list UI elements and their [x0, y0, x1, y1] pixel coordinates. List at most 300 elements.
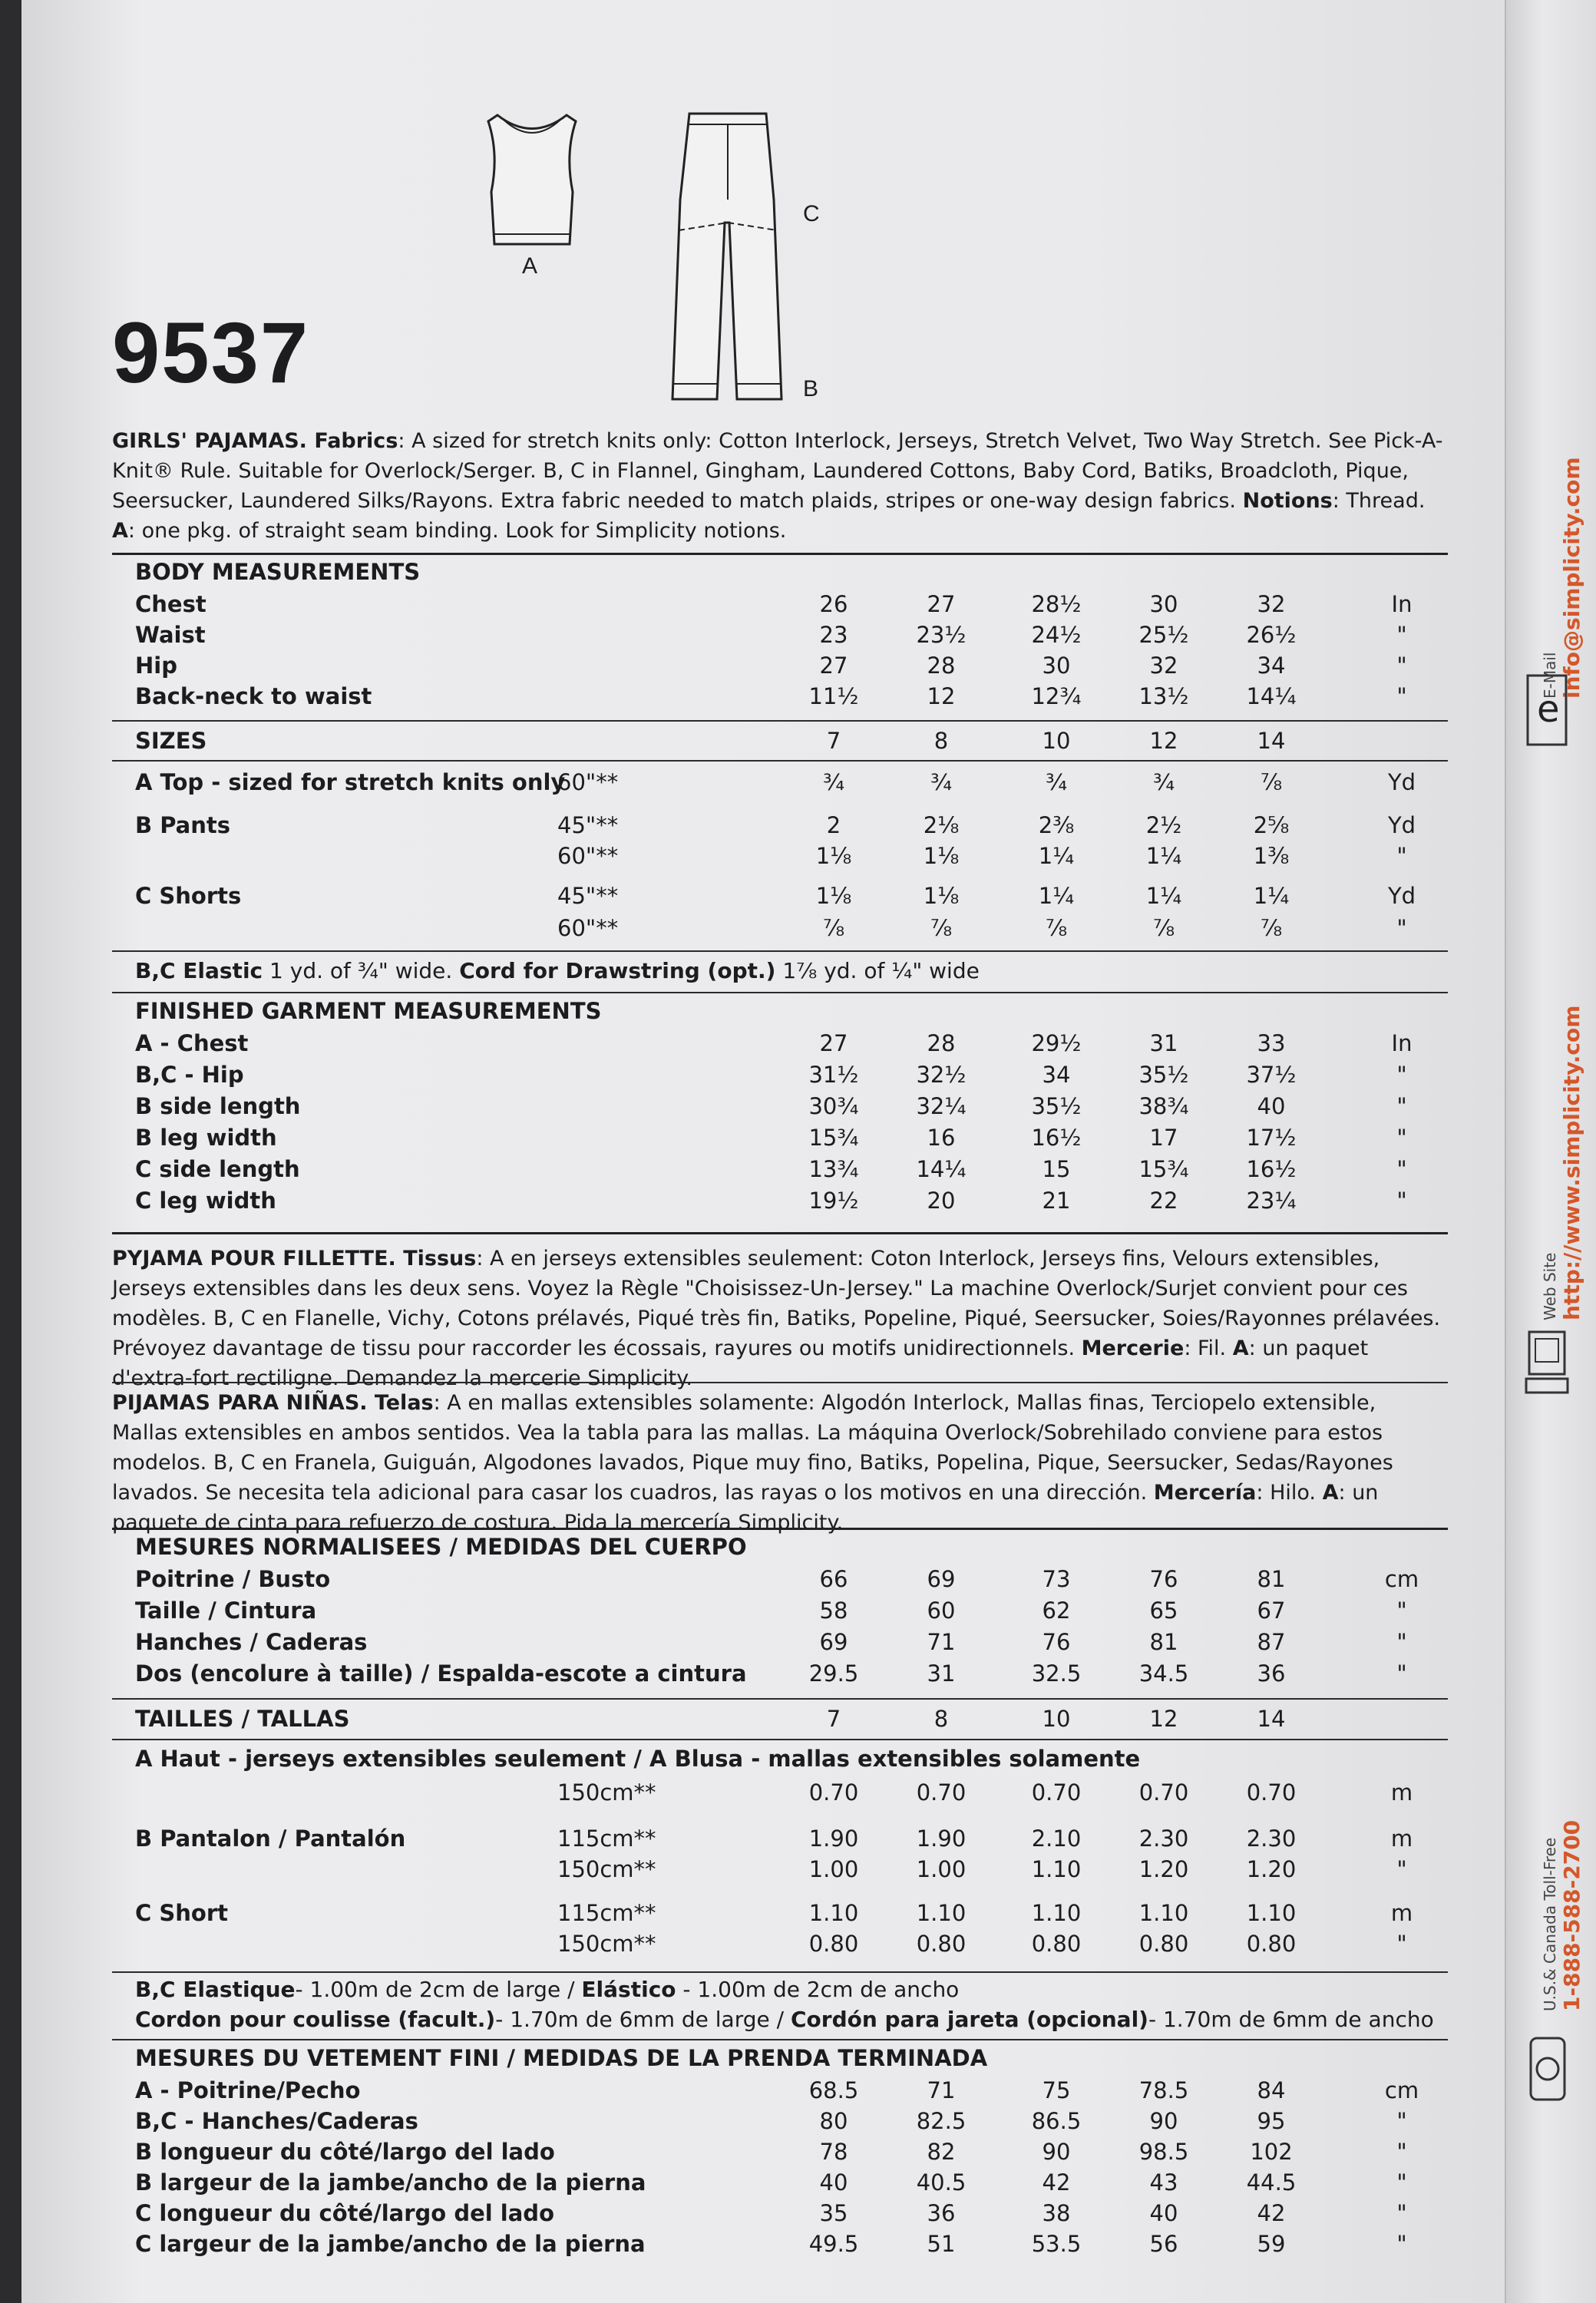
cell-value: 49.5: [808, 2231, 859, 2257]
table-row: [112, 1598, 1463, 1628]
row-label: Waist: [135, 622, 206, 648]
row-label: Hip: [135, 653, 177, 679]
cell-value: 1⅜: [1253, 843, 1290, 869]
cell-value: 69: [819, 1629, 848, 1655]
cell-value: 17: [1149, 1125, 1178, 1151]
view-c-label: C: [803, 201, 820, 226]
cell-value: 31½: [808, 1062, 859, 1088]
cell-value: 2.10: [1031, 1826, 1082, 1852]
unit-label: m: [1390, 1826, 1413, 1852]
computer-icon: [1520, 1320, 1574, 1405]
cell-value: ¾: [822, 769, 845, 795]
row-label: A Top - sized for stretch knits only: [135, 769, 566, 795]
cell-value: 25½: [1138, 622, 1189, 648]
divider: [112, 1528, 1448, 1530]
cell-value: 22: [1149, 1188, 1178, 1214]
size-value: 14: [1257, 728, 1286, 754]
unit-label: cm: [1384, 2077, 1419, 2103]
cell-value: 95: [1257, 2108, 1286, 2134]
cell-value: 2.30: [1246, 1826, 1297, 1852]
size-value: 12: [1149, 1706, 1178, 1732]
divider: [112, 1971, 1448, 1973]
sizes-metric-title: TAILLES / TALLAS: [135, 1706, 350, 1732]
table-row: [112, 1188, 1463, 1218]
cell-value: 21: [1042, 1188, 1071, 1214]
cell-value: 1¼: [1145, 883, 1182, 909]
cell-value: 30¾: [808, 1093, 859, 1119]
description-en-a-label: A: [112, 519, 128, 543]
cell-value: 19½: [808, 1188, 859, 1214]
cell-value: 58: [819, 1598, 848, 1624]
cordon-jareta-label: Cordón para jareta (opcional): [790, 2007, 1148, 2032]
table-row: [112, 683, 1463, 714]
cell-value: 30: [1149, 591, 1178, 617]
cell-value: ⅞: [1045, 915, 1068, 941]
cell-value: ¾: [1152, 769, 1175, 795]
cell-value: 1⅛: [815, 843, 852, 869]
cell-value: 1.90: [916, 1826, 967, 1852]
cell-value: 0.70: [808, 1779, 859, 1806]
cell-value: 2½: [1145, 812, 1182, 838]
table-row: [112, 622, 1463, 653]
unit-label: ": [1396, 1188, 1407, 1214]
elastico-text: - 1.00m de 2cm de ancho: [676, 1977, 960, 2002]
cell-value: 53.5: [1031, 2231, 1082, 2257]
metric-a-title: A Haut - jerseys extensibles seulement / A Blusa - mallas extensibles solamente: [135, 1746, 1141, 1772]
table-row: [112, 1900, 1463, 1931]
phone-number[interactable]: 1-888-588-2700: [1559, 1819, 1584, 2011]
divider: [112, 1232, 1448, 1234]
description-es-text-1: : A en mallas extensibles solamente: Algodón Interlock, Mallas finas, Terciopelo extensible, Mallas extensibles en ambos sentidos. Vea la tabla para las mallas. La máquina Overlock/Sobrehilado conviene para estos modelos. B, C en Franela, Guiguán, Algodones lavados, Pique muy fino, Batiks, Popelina, Pique, Seersucker, Sedas/Rayones lavados. Se necesita tela adicional para casar los cuadros, las rayas o los motivos en una dirección.: [112, 1391, 1393, 1505]
cell-value: 33: [1257, 1030, 1286, 1056]
cell-value: 15¾: [808, 1125, 859, 1151]
cell-value: 27: [819, 653, 848, 679]
size-value: 14: [1257, 1706, 1286, 1732]
size-value: 10: [1042, 1706, 1071, 1732]
description-spanish: [112, 1388, 1448, 1538]
table-row: [112, 769, 1463, 800]
cell-value: 24½: [1031, 622, 1082, 648]
cell-value: 28: [927, 1030, 956, 1056]
sizes-metric-row: [112, 1706, 1463, 1736]
description-fr-heading: PYJAMA POUR FILLETTE. Tissus: [112, 1247, 477, 1270]
unit-label: ": [1396, 1125, 1407, 1151]
unit-label: m: [1390, 1779, 1413, 1806]
pattern-envelope-back: [21, 0, 1526, 2303]
unit-label: In: [1391, 1030, 1413, 1056]
cell-value: 1.90: [808, 1826, 859, 1852]
table-row: [112, 2139, 1463, 2169]
pattern-number: 9537: [112, 305, 310, 401]
cell-value: 32¼: [916, 1093, 967, 1119]
cell-value: 81: [1257, 1566, 1286, 1592]
unit-label: In: [1391, 591, 1413, 617]
cell-value: 51: [927, 2231, 956, 2257]
cell-value: 1.10: [1138, 1900, 1189, 1926]
cell-value: 38¾: [1138, 1093, 1189, 1119]
unit-label: ": [1396, 653, 1407, 679]
cell-value: 16½: [1246, 1156, 1297, 1182]
cell-value: 68.5: [808, 2077, 859, 2103]
description-en-heading: GIRLS' PAJAMAS. Fabrics: [112, 429, 398, 453]
fabric-width: 115cm**: [557, 1900, 656, 1926]
cell-value: 32½: [916, 1062, 967, 1088]
table-row: [112, 1779, 1463, 1810]
divider: [112, 760, 1448, 762]
cell-value: 1⅛: [923, 883, 960, 909]
unit-label: ": [1396, 1062, 1407, 1088]
cell-value: 84: [1257, 2077, 1286, 2103]
table-row: [112, 2108, 1463, 2139]
cell-value: 1.10: [808, 1900, 859, 1926]
description-es-a-label: A: [1322, 1481, 1339, 1505]
elastic-line-english: [135, 958, 980, 983]
cell-value: 1.10: [1031, 1856, 1082, 1882]
metric-a-title-row: [112, 1746, 1463, 1776]
unit-label: ": [1396, 2231, 1407, 2257]
cell-value: ⅞: [1260, 769, 1283, 795]
cell-value: 78: [819, 2139, 848, 2165]
description-en-notions-label: Notions: [1242, 489, 1333, 513]
table-row: [112, 2169, 1463, 2200]
row-label: C Short: [135, 1900, 228, 1926]
cell-value: 80: [819, 2108, 848, 2134]
cell-value: 44.5: [1246, 2169, 1297, 2196]
cell-value: 35½: [1138, 1062, 1189, 1088]
unit-label: ": [1396, 843, 1407, 869]
unit-label: ": [1396, 622, 1407, 648]
description-es-text-3: : un paquete de cinta para refuerzo de costura. Pida la mercería Simplicity.: [112, 1481, 1379, 1535]
telephone-icon: [1517, 2027, 1578, 2111]
row-label: C largeur de la jambe/ancho de la pierna: [135, 2231, 646, 2257]
cell-value: 40: [1149, 2200, 1178, 2226]
description-en-text-2: : Thread.: [1332, 489, 1426, 513]
cell-value: 66: [819, 1566, 848, 1592]
view-a-top-drawing: [474, 107, 590, 253]
cell-value: 30: [1042, 653, 1071, 679]
divider: [112, 553, 1448, 555]
row-label: B leg width: [135, 1125, 277, 1151]
cell-value: ¾: [1045, 769, 1068, 795]
cell-value: 13½: [1138, 683, 1189, 709]
table-row: [112, 1093, 1463, 1124]
cell-value: 0.80: [808, 1931, 859, 1957]
cell-value: 14¼: [916, 1156, 967, 1182]
cell-value: 90: [1042, 2139, 1071, 2165]
cell-value: 82.5: [916, 2108, 967, 2134]
cell-value: ⅞: [930, 915, 953, 941]
cell-value: 32.5: [1031, 1660, 1082, 1687]
table-row: [112, 1629, 1463, 1660]
cell-value: 1.10: [1031, 1900, 1082, 1926]
description-es-merceria-label: Mercería: [1153, 1481, 1257, 1505]
cell-value: 29½: [1031, 1030, 1082, 1056]
cord-line-metric: [135, 2007, 1434, 2032]
table-row: [112, 843, 1463, 874]
cell-value: 1.10: [1246, 1900, 1297, 1926]
cell-value: ⅞: [1152, 915, 1175, 941]
finished-en-title: FINISHED GARMENT MEASUREMENTS: [135, 998, 602, 1024]
cell-value: 23½: [916, 622, 967, 648]
table-row: [112, 2200, 1463, 2231]
cell-value: 15: [1042, 1156, 1071, 1182]
cell-value: 1.10: [916, 1900, 967, 1926]
unit-label: ": [1396, 2169, 1407, 2196]
body-metric-title: MESURES NORMALISEES / MEDIDAS DEL CUERPO: [135, 1534, 747, 1560]
cordon-jareta-text: - 1.70m de 6mm de ancho: [1148, 2007, 1434, 2032]
svg-text:e: e: [1537, 688, 1560, 731]
cell-value: 40: [819, 2169, 848, 2196]
table-row: [112, 591, 1463, 622]
cell-value: 34: [1257, 653, 1286, 679]
cell-value: 67: [1257, 1598, 1286, 1624]
cell-value: 0.70: [1246, 1779, 1297, 1806]
cell-value: 12: [927, 683, 956, 709]
cordon-text: - 1.70m de 6mm de large /: [495, 2007, 791, 2032]
cell-value: 37½: [1246, 1062, 1297, 1088]
cell-value: ¾: [930, 769, 953, 795]
cell-value: 40.5: [916, 2169, 967, 2196]
cell-value: 43: [1149, 2169, 1178, 2196]
row-label: B Pants: [135, 812, 231, 838]
cell-value: 1⅛: [815, 883, 852, 909]
table-row: [112, 812, 1463, 843]
size-value: 8: [933, 1706, 949, 1732]
unit-label: Yd: [1387, 883, 1416, 909]
fabric-width: 150cm**: [557, 1779, 656, 1806]
row-label: B Pantalon / Pantalón: [135, 1826, 406, 1852]
cell-value: 1.20: [1246, 1856, 1297, 1882]
description-french: [112, 1244, 1448, 1393]
cell-value: 12¾: [1031, 683, 1082, 709]
table-row: [112, 2077, 1463, 2108]
row-label: Hanches / Caderas: [135, 1629, 368, 1655]
cell-value: ⅞: [1260, 915, 1283, 941]
table-row: [112, 1156, 1463, 1187]
row-label: A - Poitrine/Pecho: [135, 2077, 361, 2103]
finished-metric-title: MESURES DU VETEMENT FINI / MEDIDAS DE LA PRENDA TERMINADA: [135, 2045, 988, 2071]
unit-label: ": [1396, 1156, 1407, 1182]
website-url[interactable]: http://www.simplicity.com: [1559, 1005, 1584, 1320]
cell-value: 102: [1250, 2139, 1293, 2165]
cord-en-label: Cord for Drawstring (opt.): [459, 958, 776, 983]
view-a-label: A: [522, 253, 538, 279]
cell-value: 31: [1149, 1030, 1178, 1056]
sizes-row: [112, 728, 1463, 758]
row-label: C longueur du côté/largo del lado: [135, 2200, 554, 2226]
cell-value: 35½: [1031, 1093, 1082, 1119]
table-row: [112, 1125, 1463, 1155]
unit-label: ": [1396, 1093, 1407, 1119]
cell-value: 87: [1257, 1629, 1286, 1655]
cell-value: 11½: [808, 683, 859, 709]
divider: [112, 720, 1448, 722]
elastico-label: Elástico: [581, 1977, 676, 2002]
unit-label: m: [1390, 1900, 1413, 1926]
description-en-text-3: : one pkg. of straight seam binding. Look for Simplicity notions.: [127, 519, 787, 543]
cell-value: 35: [819, 2200, 848, 2226]
cell-value: 56: [1149, 2231, 1178, 2257]
table-row: [112, 2231, 1463, 2262]
unit-label: ": [1396, 2139, 1407, 2165]
table-row: [112, 653, 1463, 683]
divider: [112, 1739, 1448, 1740]
email-label: E-Mail: [1541, 652, 1559, 699]
table-row: [112, 1566, 1463, 1597]
cell-value: 36: [1257, 1660, 1286, 1687]
cell-value: 1¼: [1038, 843, 1075, 869]
cell-value: 32: [1257, 591, 1286, 617]
email-icon: [1520, 668, 1574, 752]
row-label: C Shorts: [135, 883, 242, 909]
size-value: 7: [826, 1706, 841, 1732]
cell-value: 2.30: [1138, 1826, 1189, 1852]
description-fr-text-3: : un paquet d'extra-fort rectiligne. Demandez la mercerie Simplicity.: [112, 1337, 1369, 1390]
cell-value: 28: [927, 653, 956, 679]
divider: [112, 2039, 1448, 2040]
table-row: [112, 1030, 1463, 1061]
cell-value: 42: [1257, 2200, 1286, 2226]
cell-value: 34.5: [1138, 1660, 1189, 1687]
cell-value: 0.70: [916, 1779, 967, 1806]
table-row: [112, 1062, 1463, 1092]
fabric-width: 60"**: [557, 769, 619, 795]
cell-value: 60: [927, 1598, 956, 1624]
cell-value: 0.70: [1031, 1779, 1082, 1806]
unit-label: ": [1396, 1856, 1407, 1882]
cell-value: 36: [927, 2200, 956, 2226]
cell-value: ⅞: [822, 915, 845, 941]
cell-value: 32: [1149, 653, 1178, 679]
row-label: Chest: [135, 591, 207, 617]
cell-value: 69: [927, 1566, 956, 1592]
view-b-c-pants-drawing: [666, 107, 789, 407]
description-fr-mercerie-label: Mercerie: [1081, 1337, 1185, 1360]
cordon-label: Cordon pour coulisse (facult.): [135, 2007, 496, 2032]
cell-value: 82: [927, 2139, 956, 2165]
elastic-metric-label: B,C Elastique: [135, 1977, 296, 2002]
cell-value: 78.5: [1138, 2077, 1189, 2103]
row-label: Poitrine / Busto: [135, 1566, 331, 1592]
cell-value: 0.80: [916, 1931, 967, 1957]
table-row: [112, 883, 1463, 914]
cell-value: 75: [1042, 2077, 1071, 2103]
cell-value: 59: [1257, 2231, 1286, 2257]
cell-value: 76: [1042, 1629, 1071, 1655]
cell-value: 23¼: [1246, 1188, 1297, 1214]
cell-value: 1¼: [1038, 883, 1075, 909]
cell-value: 34: [1042, 1062, 1071, 1088]
view-b-label: B: [803, 376, 819, 401]
body-measurements-title: BODY MEASUREMENTS: [135, 559, 421, 585]
row-label: Back-neck to waist: [135, 683, 372, 709]
cell-value: 0.80: [1031, 1931, 1082, 1957]
description-es-heading: PIJAMAS PARA NIÑAS. Telas: [112, 1391, 434, 1415]
cell-value: 1.00: [916, 1856, 967, 1882]
cell-value: 13¾: [808, 1156, 859, 1182]
cell-value: 2⅜: [1038, 812, 1075, 838]
cell-value: 2⅛: [923, 812, 960, 838]
cell-value: 0.80: [1138, 1931, 1189, 1957]
cell-value: 0.70: [1138, 1779, 1189, 1806]
row-label: Dos (encolure à taille) / Espalda-escote a cintura: [135, 1660, 747, 1687]
description-fr-text-2: : Fil.: [1184, 1337, 1233, 1360]
cell-value: 23: [819, 622, 848, 648]
cell-value: 76: [1149, 1566, 1178, 1592]
cell-value: 20: [927, 1188, 956, 1214]
unit-label: ": [1396, 1660, 1407, 1687]
email-address[interactable]: info@simplicity.com: [1559, 457, 1584, 699]
unit-label: ": [1396, 2200, 1407, 2226]
fabric-width: 150cm**: [557, 1856, 656, 1882]
elastic-en-label: B,C Elastic: [135, 958, 263, 983]
fabric-width: 150cm**: [557, 1931, 656, 1957]
unit-label: ": [1396, 1931, 1407, 1957]
cell-value: 71: [927, 2077, 956, 2103]
row-label: A - Chest: [135, 1030, 249, 1056]
cord-en-text: 1⅞ yd. of ¼" wide: [775, 958, 980, 983]
elastic-en-text: 1 yd. of ¾" wide.: [263, 958, 460, 983]
fabric-width: 115cm**: [557, 1826, 656, 1852]
cell-value: 42: [1042, 2169, 1071, 2196]
description-fr-text-1: : A en jerseys extensibles seulement: Coton Interlock, Jerseys fins, Velours extensibles, Jerseys extensibles dans les deux sens. Voyez la Règle "Choisissez-Un-Jersey." La machine Overlock/Surjet convient pour ces modèles. B, C en Flanelle, Vichy, Cotons prélavés, Piqué très fin, Batiks, Popeline, Piqué, Seersucker, Soies/Rayonnes prélavées. Prévoyez davantage de tissu pour raccorder les écossais, rayures ou motifs unidirectionnels.: [112, 1247, 1441, 1360]
divider: [112, 1698, 1448, 1700]
cell-value: 81: [1149, 1629, 1178, 1655]
unit-label: ": [1396, 683, 1407, 709]
unit-label: Yd: [1387, 769, 1416, 795]
cell-value: 31: [927, 1660, 956, 1687]
row-label: B,C - Hanches/Caderas: [135, 2108, 418, 2134]
unit-label: cm: [1384, 1566, 1419, 1592]
cell-value: 1.00: [808, 1856, 859, 1882]
size-value: 12: [1149, 728, 1178, 754]
cell-value: 62: [1042, 1598, 1071, 1624]
cell-value: 16: [927, 1125, 956, 1151]
cell-value: 90: [1149, 2108, 1178, 2134]
description-english: [112, 426, 1448, 546]
row-label: Taille / Cintura: [135, 1598, 317, 1624]
cell-value: 38: [1042, 2200, 1071, 2226]
fabric-width: 45"**: [557, 812, 619, 838]
elastic-line-metric: [135, 1977, 959, 2002]
unit-label: ": [1396, 2108, 1407, 2134]
cell-value: 1.20: [1138, 1856, 1189, 1882]
divider: [112, 950, 1448, 952]
table-row: [112, 1931, 1463, 1961]
row-label: B longueur du côté/largo del lado: [135, 2139, 555, 2165]
table-row: [112, 1660, 1463, 1691]
table-row: [112, 915, 1463, 946]
cell-value: 27: [927, 591, 956, 617]
fabric-width: 45"**: [557, 883, 619, 909]
cell-value: 29.5: [808, 1660, 859, 1687]
cell-value: 1⅛: [923, 843, 960, 869]
description-en-text-1: : A sized for stretch knits only: Cotton Interlock, Jerseys, Stretch Velvet, Two Way Stretch. See Pick-A-Knit® Rule. Suitable for Overlock/Serger. B, C in Flannel, Gingham, Laundered Cottons, Baby Cord, Batiks, Broadcloth, Pique, Seersucker, Laundered Silks/Rayons. Extra fabric needed to match plaids, stripes or one-way design fabrics.: [112, 429, 1443, 513]
envelope-flap: [1505, 0, 1596, 2303]
divider: [112, 992, 1448, 993]
cell-value: 28½: [1031, 591, 1082, 617]
cell-value: 0.80: [1246, 1931, 1297, 1957]
table-row: [112, 1856, 1463, 1887]
unit-label: ": [1396, 1629, 1407, 1655]
cell-value: 2: [826, 812, 841, 838]
unit-label: ": [1396, 915, 1407, 941]
sizes-title: SIZES: [135, 728, 207, 754]
website-label: Web Site: [1541, 1252, 1559, 1320]
size-value: 10: [1042, 728, 1071, 754]
cell-value: 86.5: [1031, 2108, 1082, 2134]
elastic-metric-text: - 1.00m de 2cm de large /: [295, 1977, 582, 2002]
